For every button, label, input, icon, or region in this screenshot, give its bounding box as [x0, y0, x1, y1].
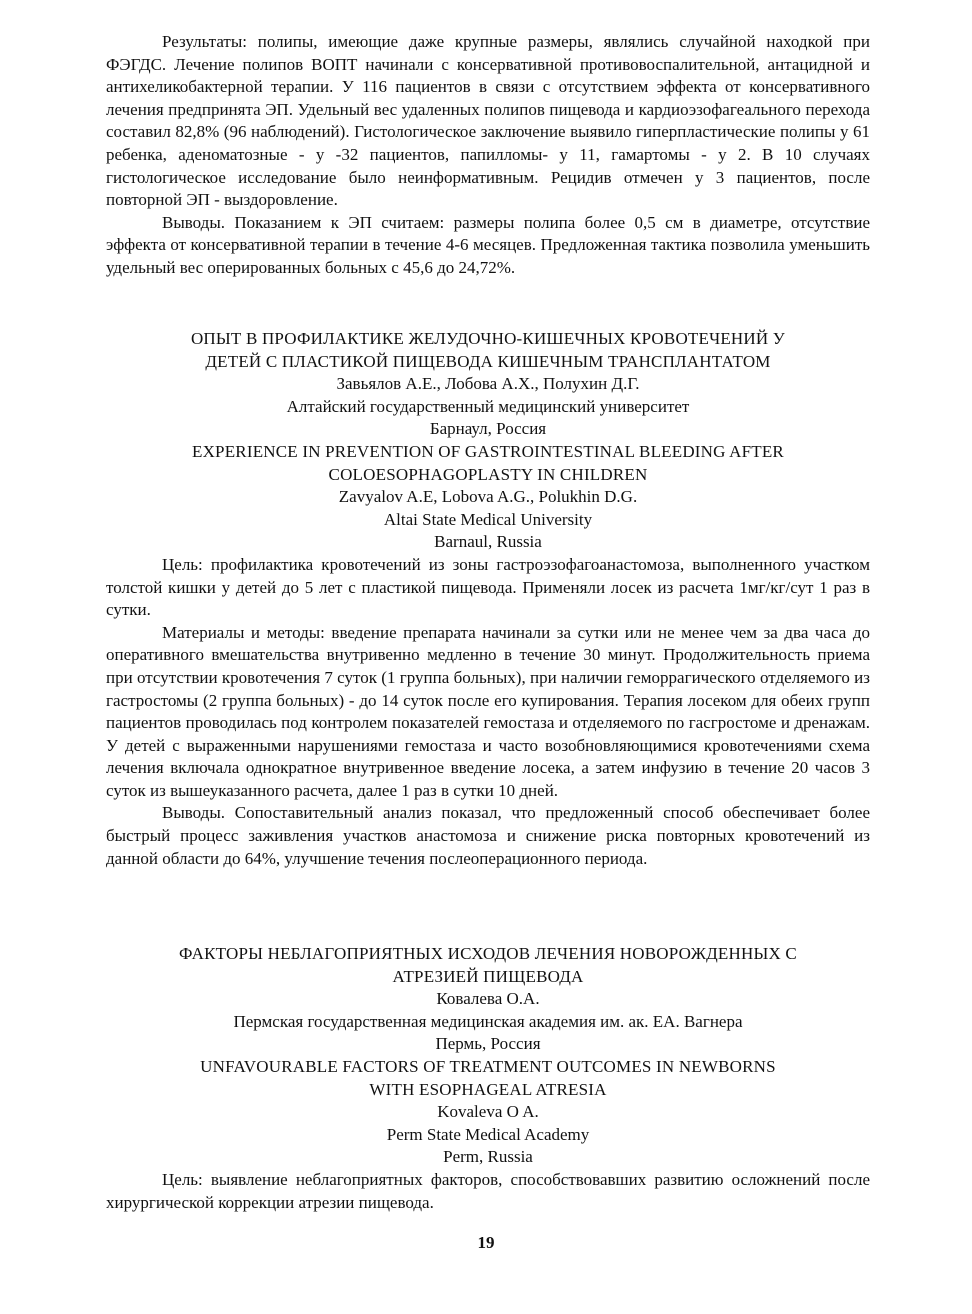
- authors-en: Zavyalov A.E, Lobova A.G., Polukhin D.G.: [338, 487, 638, 507]
- affiliation-en: Perm State Medical Academy: [386, 1124, 590, 1144]
- results-paragraph: Результаты: полипы, имеющие даже крупные размеры, являлись случайной находкой при ФЭГДС. Лечение полипов ВОПТ начинали с консервативной противовоспалительной, антацидной и антихеликобактерной терапии. У 116 пациентов в связи с отсутствием эффекта от консервативного лечения предпринята ЭП. Удельный вес удаленных полипов пищевода и кардиоэзофагеального перехода составил 82,8% (96 наблюдений). Гистологическое заключение выявило гиперпластические полипы у 61 ребенка, аденоматозные - у -32 пациентов, папилломы- у 11, гамартомы - у 2. В 10 случаях гистологическое исследование было неинформативным. Рецидив отмечен у 3 пациентов, после повторной ЭП - выздоровление.: [106, 32, 870, 210]
- article-bleeding-prevention: [106, 328, 870, 870]
- authors-en: Kovaleva O A.: [437, 1102, 539, 1122]
- affiliation-ru: Пермская государственная медицинская академия им. ак. ЕА. Вагнера: [233, 1011, 743, 1031]
- title-line: WITH ESOPHAGEAL ATRESIA: [369, 1079, 607, 1099]
- title-line: ФАКТОРЫ НЕБЛАГОПРИЯТНЫХ ИСХОДОВ ЛЕЧЕНИЯ НОВОРОЖДЕННЫХ С: [179, 944, 797, 963]
- affiliation-en: Altai State Medical University: [383, 509, 593, 529]
- aim-paragraph: Цель: выявление неблагоприятных факторов, способствовавших развитию осложнений после хирургической коррекции атрезии пищевода.: [106, 1169, 870, 1212]
- previous-article-tail: [106, 31, 870, 280]
- authors-ru: Завьялов А.Е., Лобова А.Х., Полухин Д.Г.: [336, 374, 640, 394]
- title-line: EXPERIENCE IN PREVENTION OF GASTROINTESTINAL BLEEDING AFTER: [192, 441, 784, 461]
- aim-paragraph: Цель: профилактика кровотечений из зоны гастроэзофагоанастомоза, выполненного участком толстой кишки у детей до 5 лет с пластикой пищевода. Применяли лосек из расчета 1мг/кг/сут 1 раз в сутки.: [106, 554, 870, 620]
- title-line: ОПЫТ В ПРОФИЛАКТИКЕ ЖЕЛУДОЧНО-КИШЕЧНЫХ КРОВОТЕЧЕНИЙ У: [190, 329, 786, 348]
- conclusions-paragraph: Выводы. Сопоставительный анализ показал, что предложенный способ обеспечивает более быстрый процесс заживления участков анастомоза и снижение риска повторных кровотечений из данной области до 64%, улучшение течения послеоперационного периода.: [106, 803, 870, 868]
- title-line: UNFAVOURABLE FACTORS OF TREATMENT OUTCOMES IN NEWBORNS: [200, 1056, 776, 1076]
- affiliation-ru: Алтайский государственный медицинский университет: [286, 396, 690, 416]
- authors-ru: Ковалева О.А.: [436, 989, 540, 1009]
- article-title-ru: [106, 943, 870, 988]
- methods-paragraph: Материалы и методы: введение препарата начинали за сутки или не менее чем за два часа до оперативного вмешательства внутривенно медленно в течение 30 минут. Продолжительность приема при отсутствии кровотечения 7 суток (1 группа больных), при наличии геморрагического отделяемого из гастростомы (2 группа больных) - до 14 суток после его купирования. Терапия лосеком для обеих групп пациентов проводилась под контролем показателей гемостаза и отделяемого по гасгростоме и дренажам. У детей с выраженными нарушениями гемостаза и часто возобновляющимися кровотечениями схема лечения включала однократное внутривенное введение лосека, а затем инфузию в течение 20 часов 3 суток из вышеуказанного расчета, далее 1 раз в сутки 10 дней.: [106, 622, 870, 800]
- page-number: 19: [477, 1233, 495, 1252]
- title-line: АТРЕЗИЕЙ ПИЩЕВОДА: [392, 966, 584, 986]
- city-ru: Пермь, Россия: [435, 1034, 541, 1054]
- title-line: ДЕТЕЙ С ПЛАСТИКОЙ ПИЩЕВОДА КИШЕЧНЫМ ТРАНСПЛАНТАТОМ: [205, 351, 771, 371]
- article-title-en: [106, 441, 870, 486]
- title-line: COLOESOPHAGOPLASTY IN CHILDREN: [328, 464, 648, 484]
- article-esophageal-atresia: [106, 943, 870, 1214]
- article-title-ru: [106, 328, 870, 373]
- article-title-en: [106, 1056, 870, 1101]
- conclusions-paragraph: Выводы. Показанием к ЭП считаем: размеры полипа более 0,5 см в диаметре, отсутствие эффекта от консервативной терапии в течение 4-6 месяцев. Предложенная тактика позволила уменьшить удельный вес оперированных больных с 45,6 до 24,72%.: [106, 212, 870, 277]
- city-en: Perm, Russia: [443, 1147, 533, 1167]
- city-en: Barnaul, Russia: [434, 532, 542, 552]
- city-ru: Барнаул, Россия: [429, 419, 547, 439]
